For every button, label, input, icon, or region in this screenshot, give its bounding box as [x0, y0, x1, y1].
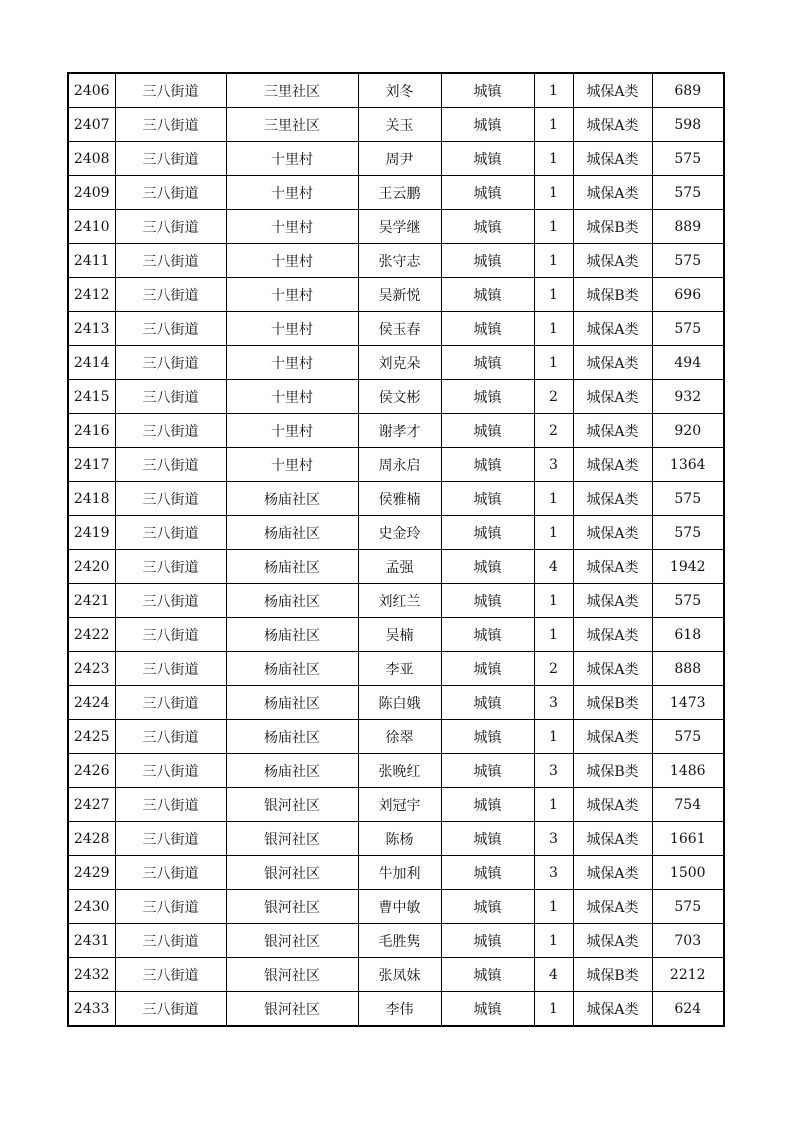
- table-body: [68, 73, 724, 1026]
- category-cell: 城保A类: [573, 482, 652, 516]
- street-cell: 三八街道: [115, 550, 226, 584]
- community-cell: 十里村: [226, 244, 358, 278]
- table-row: [68, 176, 724, 210]
- area-type-cell: 城镇: [441, 686, 534, 720]
- area-type-cell: 城镇: [441, 312, 534, 346]
- category-cell: 城保A类: [573, 244, 652, 278]
- area-type-cell: 城镇: [441, 516, 534, 550]
- name-cell: 周尹: [358, 142, 441, 176]
- amount-cell: 575: [652, 312, 724, 346]
- household-count-cell: 1: [534, 346, 573, 380]
- row-id-cell: 2413: [68, 312, 115, 346]
- row-id-cell: 2429: [68, 856, 115, 890]
- street-cell: 三八街道: [115, 108, 226, 142]
- amount-cell: 575: [652, 482, 724, 516]
- community-cell: 十里村: [226, 448, 358, 482]
- household-count-cell: 1: [534, 312, 573, 346]
- street-cell: 三八街道: [115, 856, 226, 890]
- table-row: [68, 992, 724, 1027]
- row-id-cell: 2426: [68, 754, 115, 788]
- row-id-cell: 2421: [68, 584, 115, 618]
- amount-cell: 888: [652, 652, 724, 686]
- community-cell: 杨庙社区: [226, 584, 358, 618]
- household-count-cell: 3: [534, 822, 573, 856]
- household-count-cell: 1: [534, 584, 573, 618]
- area-type-cell: 城镇: [441, 244, 534, 278]
- table-row: [68, 890, 724, 924]
- community-cell: 十里村: [226, 346, 358, 380]
- community-cell: 十里村: [226, 210, 358, 244]
- area-type-cell: 城镇: [441, 584, 534, 618]
- area-type-cell: 城镇: [441, 890, 534, 924]
- category-cell: 城保B类: [573, 278, 652, 312]
- name-cell: 刘冠宇: [358, 788, 441, 822]
- category-cell: 城保B类: [573, 686, 652, 720]
- household-count-cell: 1: [534, 244, 573, 278]
- street-cell: 三八街道: [115, 346, 226, 380]
- name-cell: 徐翠: [358, 720, 441, 754]
- area-type-cell: 城镇: [441, 176, 534, 210]
- area-type-cell: 城镇: [441, 652, 534, 686]
- name-cell: 刘冬: [358, 73, 441, 108]
- amount-cell: 494: [652, 346, 724, 380]
- name-cell: 史金玲: [358, 516, 441, 550]
- area-type-cell: 城镇: [441, 414, 534, 448]
- row-id-cell: 2427: [68, 788, 115, 822]
- amount-cell: 889: [652, 210, 724, 244]
- street-cell: 三八街道: [115, 482, 226, 516]
- area-type-cell: 城镇: [441, 380, 534, 414]
- community-cell: 杨庙社区: [226, 720, 358, 754]
- street-cell: 三八街道: [115, 244, 226, 278]
- street-cell: 三八街道: [115, 686, 226, 720]
- street-cell: 三八街道: [115, 754, 226, 788]
- table-row: [68, 652, 724, 686]
- household-count-cell: 2: [534, 380, 573, 414]
- street-cell: 三八街道: [115, 720, 226, 754]
- row-id-cell: 2408: [68, 142, 115, 176]
- data-table: [67, 72, 725, 1027]
- household-count-cell: 1: [534, 516, 573, 550]
- category-cell: 城保B类: [573, 958, 652, 992]
- household-count-cell: 1: [534, 924, 573, 958]
- name-cell: 陈白娥: [358, 686, 441, 720]
- row-id-cell: 2417: [68, 448, 115, 482]
- category-cell: 城保A类: [573, 312, 652, 346]
- area-type-cell: 城镇: [441, 958, 534, 992]
- community-cell: 杨庙社区: [226, 652, 358, 686]
- name-cell: 关玉: [358, 108, 441, 142]
- table-row: [68, 822, 724, 856]
- street-cell: 三八街道: [115, 176, 226, 210]
- table-row: [68, 73, 724, 108]
- name-cell: 李亚: [358, 652, 441, 686]
- name-cell: 吴新悦: [358, 278, 441, 312]
- table-row: [68, 210, 724, 244]
- household-count-cell: 2: [534, 414, 573, 448]
- street-cell: 三八街道: [115, 312, 226, 346]
- table-row: [68, 550, 724, 584]
- table-row: [68, 380, 724, 414]
- street-cell: 三八街道: [115, 788, 226, 822]
- community-cell: 杨庙社区: [226, 516, 358, 550]
- table-row: [68, 754, 724, 788]
- row-id-cell: 2415: [68, 380, 115, 414]
- name-cell: 吴学继: [358, 210, 441, 244]
- area-type-cell: 城镇: [441, 550, 534, 584]
- amount-cell: 575: [652, 890, 724, 924]
- amount-cell: 575: [652, 244, 724, 278]
- amount-cell: 1473: [652, 686, 724, 720]
- category-cell: 城保A类: [573, 822, 652, 856]
- row-id-cell: 2430: [68, 890, 115, 924]
- row-id-cell: 2432: [68, 958, 115, 992]
- name-cell: 侯雅楠: [358, 482, 441, 516]
- household-count-cell: 1: [534, 992, 573, 1027]
- street-cell: 三八街道: [115, 278, 226, 312]
- household-count-cell: 1: [534, 108, 573, 142]
- row-id-cell: 2407: [68, 108, 115, 142]
- community-cell: 十里村: [226, 380, 358, 414]
- table-row: [68, 516, 724, 550]
- household-count-cell: 4: [534, 550, 573, 584]
- amount-cell: 624: [652, 992, 724, 1027]
- household-count-cell: 1: [534, 618, 573, 652]
- community-cell: 十里村: [226, 176, 358, 210]
- name-cell: 张凤妹: [358, 958, 441, 992]
- name-cell: 侯玉春: [358, 312, 441, 346]
- table-row: [68, 346, 724, 380]
- street-cell: 三八街道: [115, 958, 226, 992]
- category-cell: 城保A类: [573, 652, 652, 686]
- street-cell: 三八街道: [115, 210, 226, 244]
- name-cell: 陈杨: [358, 822, 441, 856]
- name-cell: 张守志: [358, 244, 441, 278]
- table-row: [68, 924, 724, 958]
- area-type-cell: 城镇: [441, 108, 534, 142]
- name-cell: 刘红兰: [358, 584, 441, 618]
- household-count-cell: 1: [534, 142, 573, 176]
- community-cell: 杨庙社区: [226, 618, 358, 652]
- community-cell: 银河社区: [226, 992, 358, 1027]
- row-id-cell: 2418: [68, 482, 115, 516]
- row-id-cell: 2420: [68, 550, 115, 584]
- category-cell: 城保A类: [573, 720, 652, 754]
- household-count-cell: 3: [534, 686, 573, 720]
- table-row: [68, 618, 724, 652]
- table-row: [68, 856, 724, 890]
- category-cell: 城保B类: [573, 210, 652, 244]
- street-cell: 三八街道: [115, 516, 226, 550]
- row-id-cell: 2428: [68, 822, 115, 856]
- name-cell: 毛胜隽: [358, 924, 441, 958]
- row-id-cell: 2412: [68, 278, 115, 312]
- community-cell: 银河社区: [226, 924, 358, 958]
- category-cell: 城保A类: [573, 856, 652, 890]
- amount-cell: 575: [652, 584, 724, 618]
- table-row: [68, 244, 724, 278]
- row-id-cell: 2409: [68, 176, 115, 210]
- name-cell: 张晚红: [358, 754, 441, 788]
- household-count-cell: 1: [534, 788, 573, 822]
- table-row: [68, 686, 724, 720]
- category-cell: 城保A类: [573, 380, 652, 414]
- area-type-cell: 城镇: [441, 754, 534, 788]
- community-cell: 银河社区: [226, 958, 358, 992]
- area-type-cell: 城镇: [441, 720, 534, 754]
- category-cell: 城保A类: [573, 788, 652, 822]
- community-cell: 十里村: [226, 278, 358, 312]
- category-cell: 城保A类: [573, 550, 652, 584]
- community-cell: 银河社区: [226, 856, 358, 890]
- amount-cell: 689: [652, 73, 724, 108]
- row-id-cell: 2416: [68, 414, 115, 448]
- category-cell: 城保A类: [573, 516, 652, 550]
- table-row: [68, 414, 724, 448]
- community-cell: 杨庙社区: [226, 686, 358, 720]
- area-type-cell: 城镇: [441, 210, 534, 244]
- community-cell: 杨庙社区: [226, 754, 358, 788]
- household-count-cell: 1: [534, 73, 573, 108]
- community-cell: 杨庙社区: [226, 482, 358, 516]
- amount-cell: 575: [652, 720, 724, 754]
- household-count-cell: 3: [534, 754, 573, 788]
- area-type-cell: 城镇: [441, 142, 534, 176]
- category-cell: 城保B类: [573, 754, 652, 788]
- amount-cell: 920: [652, 414, 724, 448]
- area-type-cell: 城镇: [441, 992, 534, 1027]
- household-count-cell: 2: [534, 652, 573, 686]
- row-id-cell: 2410: [68, 210, 115, 244]
- category-cell: 城保A类: [573, 992, 652, 1027]
- name-cell: 李伟: [358, 992, 441, 1027]
- household-count-cell: 3: [534, 856, 573, 890]
- row-id-cell: 2423: [68, 652, 115, 686]
- area-type-cell: 城镇: [441, 73, 534, 108]
- name-cell: 周永启: [358, 448, 441, 482]
- name-cell: 谢孝才: [358, 414, 441, 448]
- table-row: [68, 482, 724, 516]
- row-id-cell: 2414: [68, 346, 115, 380]
- amount-cell: 696: [652, 278, 724, 312]
- household-count-cell: 1: [534, 210, 573, 244]
- street-cell: 三八街道: [115, 73, 226, 108]
- area-type-cell: 城镇: [441, 788, 534, 822]
- name-cell: 吴楠: [358, 618, 441, 652]
- table-row: [68, 788, 724, 822]
- row-id-cell: 2424: [68, 686, 115, 720]
- community-cell: 杨庙社区: [226, 550, 358, 584]
- table-row: [68, 278, 724, 312]
- household-count-cell: 1: [534, 278, 573, 312]
- name-cell: 刘克朵: [358, 346, 441, 380]
- amount-cell: 575: [652, 176, 724, 210]
- street-cell: 三八街道: [115, 142, 226, 176]
- community-cell: 三里社区: [226, 108, 358, 142]
- row-id-cell: 2425: [68, 720, 115, 754]
- household-count-cell: 3: [534, 448, 573, 482]
- category-cell: 城保A类: [573, 448, 652, 482]
- category-cell: 城保A类: [573, 618, 652, 652]
- amount-cell: 575: [652, 516, 724, 550]
- street-cell: 三八街道: [115, 822, 226, 856]
- amount-cell: 1500: [652, 856, 724, 890]
- amount-cell: 1942: [652, 550, 724, 584]
- household-count-cell: 4: [534, 958, 573, 992]
- category-cell: 城保A类: [573, 414, 652, 448]
- community-cell: 十里村: [226, 414, 358, 448]
- amount-cell: 618: [652, 618, 724, 652]
- category-cell: 城保A类: [573, 890, 652, 924]
- name-cell: 牛加利: [358, 856, 441, 890]
- amount-cell: 1661: [652, 822, 724, 856]
- household-count-cell: 1: [534, 890, 573, 924]
- street-cell: 三八街道: [115, 380, 226, 414]
- community-cell: 三里社区: [226, 73, 358, 108]
- row-id-cell: 2431: [68, 924, 115, 958]
- street-cell: 三八街道: [115, 414, 226, 448]
- household-count-cell: 1: [534, 482, 573, 516]
- area-type-cell: 城镇: [441, 856, 534, 890]
- amount-cell: 1486: [652, 754, 724, 788]
- table-row: [68, 312, 724, 346]
- amount-cell: 754: [652, 788, 724, 822]
- table-row: [68, 584, 724, 618]
- street-cell: 三八街道: [115, 992, 226, 1027]
- name-cell: 曹中敏: [358, 890, 441, 924]
- area-type-cell: 城镇: [441, 278, 534, 312]
- row-id-cell: 2419: [68, 516, 115, 550]
- name-cell: 王云鹏: [358, 176, 441, 210]
- category-cell: 城保A类: [573, 584, 652, 618]
- community-cell: 十里村: [226, 312, 358, 346]
- table-row: [68, 142, 724, 176]
- amount-cell: 932: [652, 380, 724, 414]
- table-row: [68, 448, 724, 482]
- table-row: [68, 720, 724, 754]
- table-row: [68, 108, 724, 142]
- category-cell: 城保A类: [573, 346, 652, 380]
- area-type-cell: 城镇: [441, 482, 534, 516]
- community-cell: 银河社区: [226, 822, 358, 856]
- category-cell: 城保A类: [573, 73, 652, 108]
- street-cell: 三八街道: [115, 618, 226, 652]
- row-id-cell: 2411: [68, 244, 115, 278]
- community-cell: 银河社区: [226, 788, 358, 822]
- amount-cell: 703: [652, 924, 724, 958]
- amount-cell: 598: [652, 108, 724, 142]
- street-cell: 三八街道: [115, 924, 226, 958]
- name-cell: 孟强: [358, 550, 441, 584]
- category-cell: 城保A类: [573, 108, 652, 142]
- row-id-cell: 2422: [68, 618, 115, 652]
- street-cell: 三八街道: [115, 890, 226, 924]
- household-count-cell: 1: [534, 720, 573, 754]
- area-type-cell: 城镇: [441, 924, 534, 958]
- category-cell: 城保A类: [573, 176, 652, 210]
- household-count-cell: 1: [534, 176, 573, 210]
- row-id-cell: 2406: [68, 73, 115, 108]
- row-id-cell: 2433: [68, 992, 115, 1027]
- street-cell: 三八街道: [115, 448, 226, 482]
- table-row: [68, 958, 724, 992]
- category-cell: 城保A类: [573, 924, 652, 958]
- amount-cell: 1364: [652, 448, 724, 482]
- community-cell: 银河社区: [226, 890, 358, 924]
- community-cell: 十里村: [226, 142, 358, 176]
- area-type-cell: 城镇: [441, 346, 534, 380]
- street-cell: 三八街道: [115, 584, 226, 618]
- area-type-cell: 城镇: [441, 822, 534, 856]
- name-cell: 侯文彬: [358, 380, 441, 414]
- amount-cell: 575: [652, 142, 724, 176]
- category-cell: 城保A类: [573, 142, 652, 176]
- area-type-cell: 城镇: [441, 618, 534, 652]
- street-cell: 三八街道: [115, 652, 226, 686]
- amount-cell: 2212: [652, 958, 724, 992]
- area-type-cell: 城镇: [441, 448, 534, 482]
